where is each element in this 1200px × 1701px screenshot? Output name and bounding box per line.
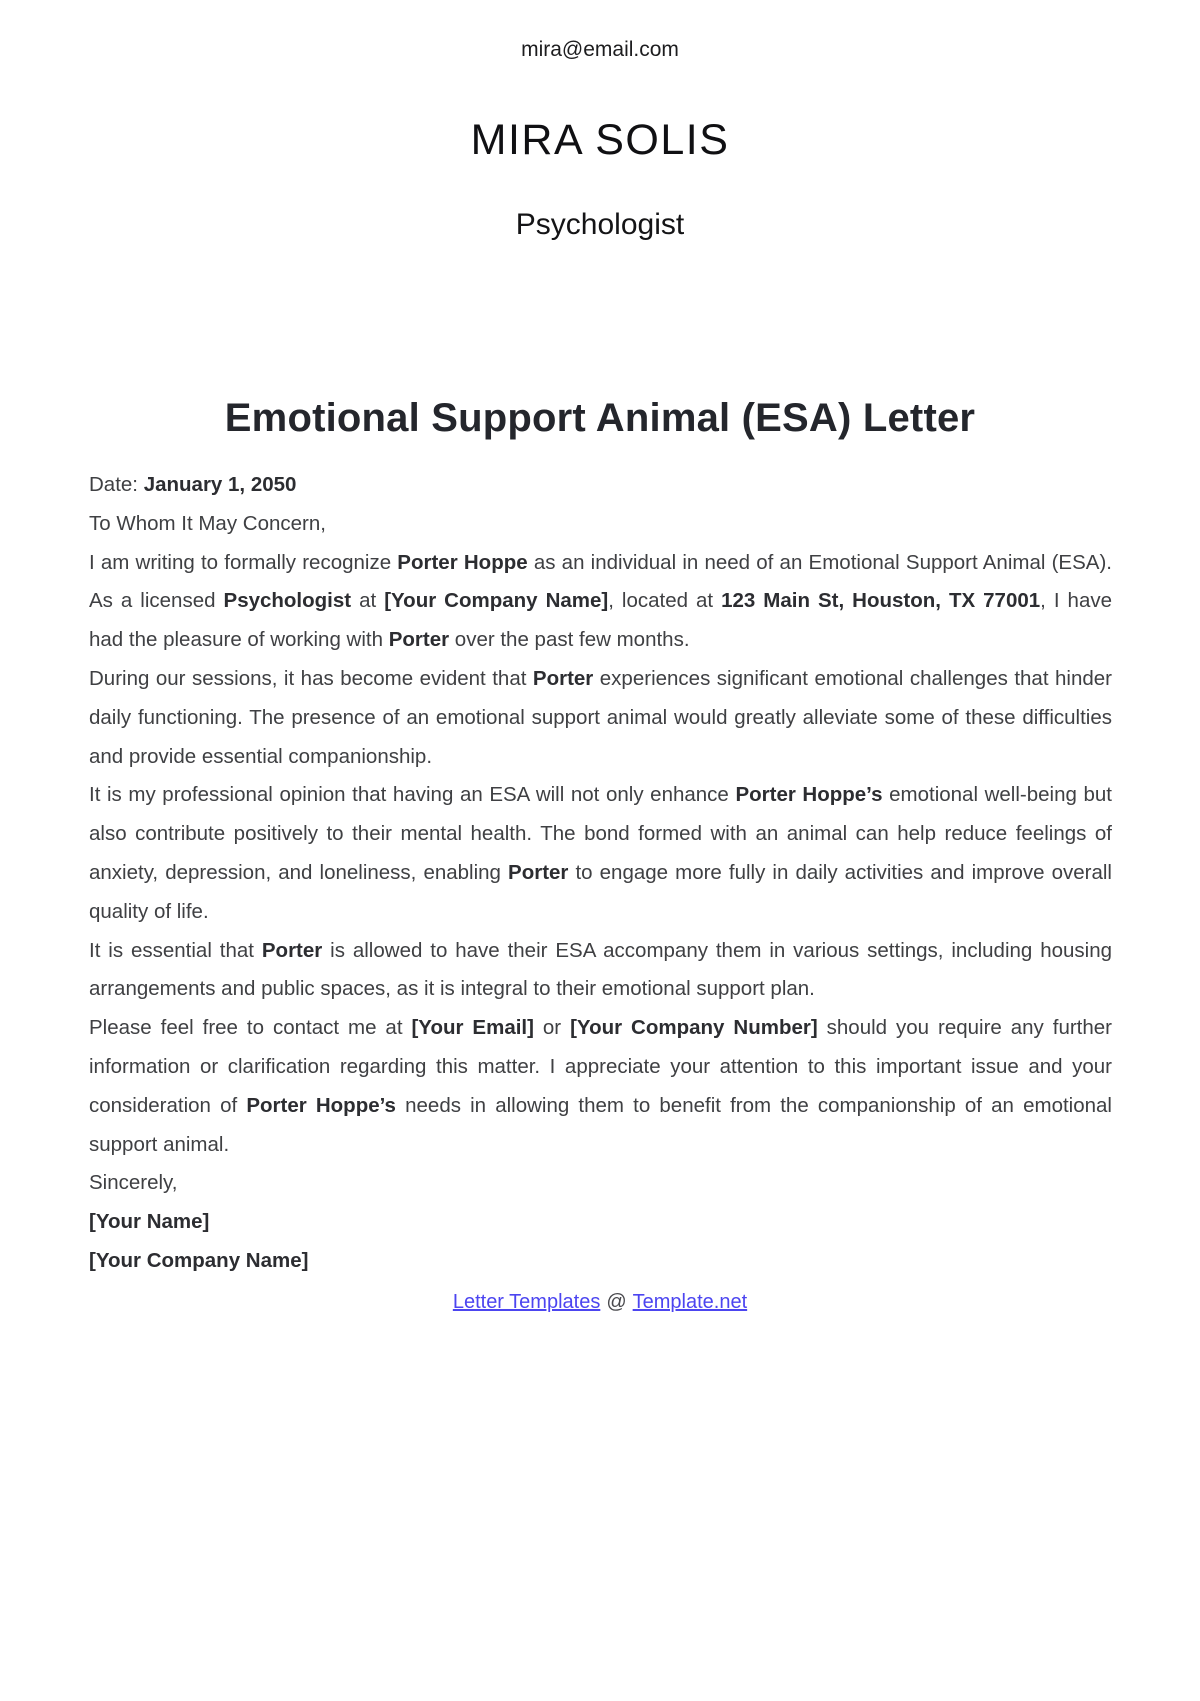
intro-paragraph: I am writing to formally recognize Porter Hoppe as an individual in need of an Emotional Support Animal (ESA). As a licensed Psychologist at [Your Company Name], located at 123 Main St, Houston, TX 77001, I have had the pleasure of working with Porter over the past few months. xyxy=(89,550,1112,652)
contact-paragraph: Please feel free to contact me at [Your Email] or [Your Company Number] should you require any further information or clarification regarding this matter. I appreciate your attention to this important issue and your consideration of Porter Hoppe’s needs in allowing them to benefit from the companionship of an emotional support animal. xyxy=(89,1016,1113,1156)
professional-opinion-paragraph: It is my professional opinion that having an ESA will not only enhance Porter Hoppe’s emotional well-being but also contribute positively to their mental health. The bond formed with an animal can help reduce feelings of anxiety, depression, and loneliness, enabling Porter to engage more fully in daily activities and improve overall quality of life. xyxy=(89,783,1112,923)
contact-email: mira@email.com xyxy=(521,38,679,61)
attribution-line xyxy=(0,1289,1200,1315)
salutation-line: To Whom It May Concern, xyxy=(89,511,326,535)
closing-line: Sincerely, xyxy=(89,1171,178,1195)
letter-title: Emotional Support Animal (ESA) Letter xyxy=(224,396,976,440)
author-name: MIRA SOLIS xyxy=(470,116,730,164)
attribution-separator: @ xyxy=(606,1290,627,1313)
date-line: Date: January 1, 2050 xyxy=(89,473,297,496)
signature-name-line: [Your Name] xyxy=(89,1210,210,1234)
sessions-paragraph: During our sessions, it has become evident that Porter experiences significant emotional challenges that hinder daily functioning. The presence of an emotional support animal would greatly alleviate some of these difficulties and provide essential companionship. xyxy=(89,666,1112,768)
settings-paragraph: It is essential that Porter is allowed to have their ESA accompany them in various settings, including housing arrangements and public spaces, as it is integral to their emotional support plan. xyxy=(89,938,1113,1001)
signature-company-line: [Your Company Name] xyxy=(89,1248,309,1272)
template-net-link[interactable]: Template.net xyxy=(632,1290,748,1313)
author-role: Psychologist xyxy=(515,208,685,241)
letter-templates-link[interactable]: Letter Templates xyxy=(452,1290,601,1313)
letter-body xyxy=(89,466,1112,1281)
